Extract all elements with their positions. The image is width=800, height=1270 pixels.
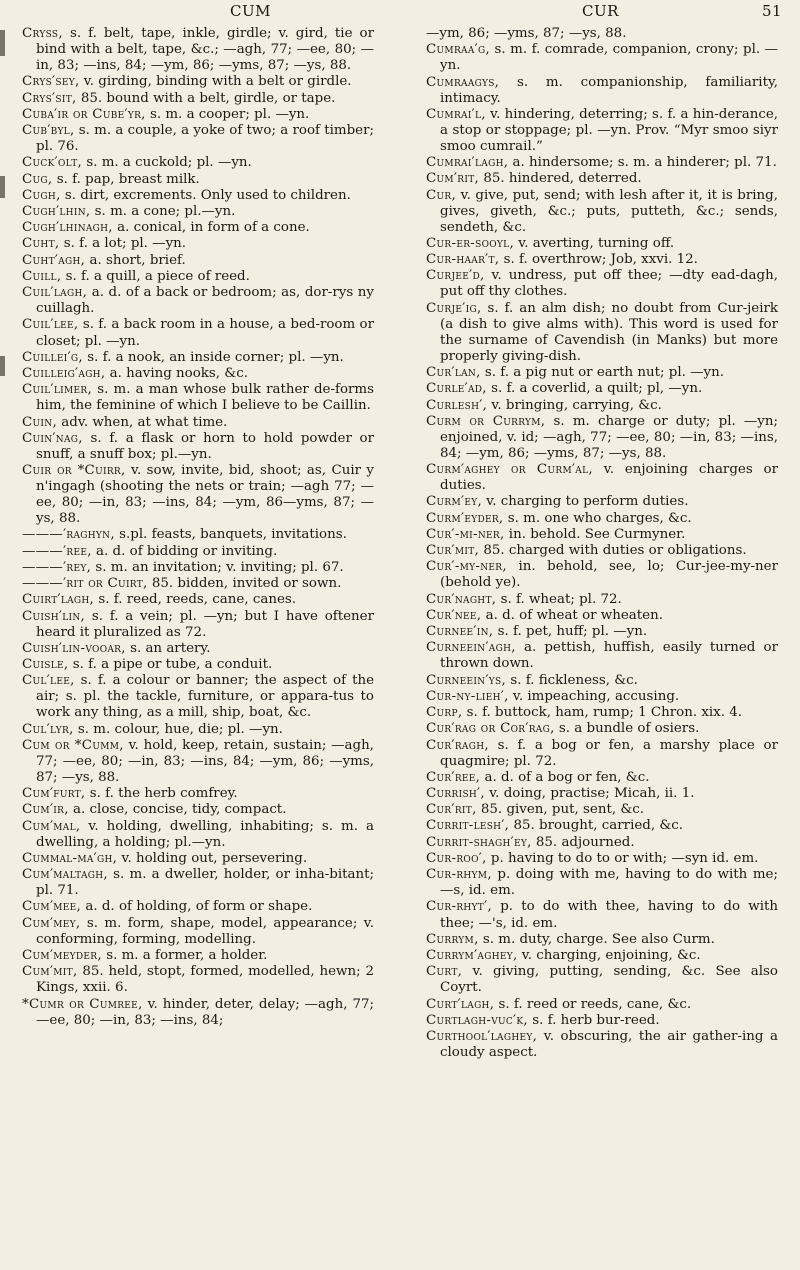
entry-headword: Cur′rag or Cor′rag, [426,721,555,737]
entry-definition: s. dirt, excrements. Only used to children. [60,187,351,203]
entry-definition: 85. hindered, deterred. [479,171,642,187]
entry-definition: s. m. a cone; pl.—yn. [90,204,236,220]
entry-headword: Cuin, [22,414,58,430]
entry-definition: s. f. a lot; pl. —yn. [59,236,187,252]
entry-headword: ———′ree, [22,543,92,559]
dictionary-entry [22,609,374,641]
page-edge-mark [0,356,5,376]
entry-headword: Curle′ad, [426,381,487,397]
entry-headword: Cur′ragh, [426,737,489,753]
entry-definition: p. doing with me, having to do with me; —s, id. em. [440,867,778,899]
dictionary-entry [22,253,374,269]
entry-definition: v. charging, enjoining, &c. [517,947,701,963]
entry-definition: 85. adjourned. [531,834,635,850]
entry-headword: Cuht, [22,236,60,252]
entry-headword: Cuba′ir or Cube′yr, [22,106,146,122]
dictionary-entry [22,997,374,1029]
dictionary-entry [22,285,374,317]
entry-headword: Cur-rhyt′, [426,899,492,915]
entry-headword: Cum′maltagh, [22,867,108,883]
entry-headword: Cur-er-sooyl, [426,235,514,251]
running-head [0,0,800,22]
dictionary-entry [22,786,374,802]
entry-definition: 85. charged with duties or obligations. [479,543,747,559]
entry-definition: s. f. herb bur-reed. [527,1012,660,1028]
entry-headword: Currish′, [426,786,485,802]
entry-definition: s. f. fickleness, &c. [506,672,638,688]
entry-headword: Cur, [426,187,457,203]
entry-definition: a. having nooks, &c. [105,365,248,381]
dictionary-entry [22,415,374,431]
entry-headword: Cuin′nag, [22,430,83,446]
entry-definition: s. m. charge or duty; pl. —yn; enjoined, v. id; —agh, 77; —ee, 80; —in, 83; —ins, 84; —ym, 86; —yms, 87; —ys, 88. [440,413,779,461]
entry-headword: ———′rey, [22,559,92,575]
entry-definition: 85. given, put, sent, &c. [476,802,645,818]
dictionary-entry [426,155,778,171]
entry-definition: p. to do with thee, having to do with thee; —'s, id. em. [440,899,778,931]
entry-definition: v. undress, put off thee; —dty ead-dagh, put off thy clothes. [440,268,778,300]
entry-headword: Cum′mey, [22,915,81,931]
entry-definition: s. a bundle of osiers. [554,721,700,737]
entry-definition: s. m. an invitation; v. inviting; pl. 67. [91,559,344,575]
entry-headword: Cur′lan, [426,365,481,381]
entry-headword: Cuil′lagh, [22,285,88,301]
dictionary-entry [22,431,374,463]
entry-definition: a. short, brief. [85,252,186,268]
entry-headword: Cuish′lin-vooar, [22,640,126,656]
entry-definition: s. f. a coverlid, a quilt; pl, —yn. [486,381,703,397]
dictionary-entry [426,997,778,1013]
entry-headword: Crys′sit, [22,90,77,106]
entry-definition: s. f. a vein; pl. —yn; but I have oftener heard it pluralized as 72. [36,608,374,640]
dictionary-entry [22,657,374,673]
dictionary-entry [426,592,778,608]
dictionary-entry [22,463,374,527]
dictionary-entry [426,559,778,591]
dictionary-entry [426,721,778,737]
entry-headword: *Cumr or Cumree, [22,996,143,1012]
dictionary-entry [426,786,778,802]
entry-headword: Currit-shagh′ey, [426,834,532,850]
dictionary-entry [426,948,778,964]
entry-headword: Cuillei′g, [22,349,83,365]
entry-definition: s. m. form, shape, model, appearance; v. conforming, forming, modelling. [36,915,374,947]
entry-headword: Curtlagh-vuc′k, [426,1012,528,1028]
dictionary-entry [22,964,374,996]
dictionary-entry [426,608,778,624]
dictionary-entry [22,851,374,867]
entry-definition: v. give, put, send; with lesh after it, it is bring, gives, giveth, &c.; puts, putteth, &c.; sends, sendeth, &c. [440,187,778,235]
entry-definition: v. sow, invite, bid, shoot; as, Cuir y n'ingagh (shooting the nets or train; —agh 77; —ee, 80; —in, 83; —ins, 84; —ym, 86—yms, 87; —ys, 88. [36,463,374,527]
dictionary-entry [426,26,778,42]
entry-definition: s. f. a colour or banner; the aspect of the air; s. pl. the tackle, furniture, or appara-tus to work any thing, as a mill, ship, boat, &c. [36,673,374,721]
entry-definition: s. f. pet, huff; pl. —yn. [493,624,648,640]
entry-definition: a. d. of bidding or inviting. [91,543,278,559]
dictionary-entry [22,188,374,204]
dictionary-entry [426,268,778,300]
entry-definition: s. f. a pipe or tube, a conduit. [68,657,273,673]
entry-headword: Curneein′ys, [426,672,507,688]
page-edge-mark [0,30,5,56]
entry-definition: v. hindering, deterring; s. f. a hin-derance, a stop or stoppage; pl. —yn. Prov. “Myr smoo siyr smoo cumrail.” [440,106,778,154]
entry-definition: a. pettish, huffish, easily turned or thrown down. [440,640,778,672]
entry-headword: Cuilleig′agh, [22,365,106,381]
dictionary-entry [22,220,374,236]
dictionary-entry [426,188,778,236]
entry-definition: s. m. a cooper; pl. —yn. [145,106,310,122]
entry-definition: v. hold, keep, retain, sustain; —agh, 77; —ee, 80; —in, 83; —ins, 84; —ym, 86; —yms, 87; —ys, 88. [36,737,374,785]
entry-definition: a. d. of a back or bedroom; as, dor-rys ny cuillagh. [36,285,374,317]
entry-definition: a. d. of holding, of form or shape. [81,899,313,915]
running-head-right: CUR [582,2,619,20]
entry-headword: Curm or Currym, [426,413,546,429]
entry-definition: adv. when, at what time. [57,414,228,430]
entry-definition: s. f. a nook, an inside corner; pl. —yn. [82,349,344,365]
entry-definition: v. holding, dwelling, inhabiting; s. m. a dwelling, a holding; pl.—yn. [36,818,374,850]
dictionary-entry [426,689,778,705]
entry-headword: Cum′mit, [22,964,78,980]
dictionary-entry [22,155,374,171]
dictionary-entry [22,26,374,74]
dictionary-entry [22,819,374,851]
page-edge-mark [0,176,5,198]
entry-definition: s. m. a man whose bulk rather de-forms him, the feminine of which I believe to be Caillin. [36,382,374,414]
dictionary-entry [22,366,374,382]
dictionary-entry [426,673,778,689]
dictionary-entry [426,398,778,414]
entry-definition: s. f. belt, tape, inkle, girdle; v. gird, tie or bind with a belt, tape, &c.; —agh, 77; —ee, 80; —in, 83; —ins, 84; —ym, 86; —yms, 87; —ys, 88. [36,26,374,74]
dictionary-entry [22,722,374,738]
entry-headword: Currym′aghey, [426,947,518,963]
entry-headword: Cul′lee, [22,673,75,689]
left-column [22,26,374,1029]
entry-headword: Cum′rit, [426,171,480,187]
entry-definition: v. enjoining charges or duties. [440,462,778,494]
entry-definition: s. m. one who charges, &c. [503,510,692,526]
entry-definition: v. doing, practise; Micah, ii. 1. [484,786,695,802]
entry-headword: Curp, [426,705,463,721]
dictionary-entry [22,350,374,366]
dictionary-entry [426,818,778,834]
entry-definition: v. impeaching, accusing. [508,688,680,704]
dictionary-entry [426,770,778,786]
dictionary-entry [22,867,374,899]
entry-definition: in. behold. See Curmyner. [504,526,686,542]
dictionary-entry [22,382,374,414]
entry-definition: a. conical, in form of a cone. [112,220,310,236]
entry-definition: a. d. of wheat or wheaten. [481,607,663,623]
dictionary-entry [22,673,374,721]
entry-definition: s. f. pap, breast milk. [52,171,200,187]
entry-headword: Cur′nee, [426,607,482,623]
dictionary-entry [22,641,374,657]
dictionary-entry [426,899,778,931]
dictionary-entry [426,236,778,252]
entry-headword: Cuil′lee, [22,317,79,333]
dictionary-entry [22,948,374,964]
entry-headword: Curlesh′, [426,397,488,413]
entry-headword: Cur-rhym, [426,867,492,883]
dictionary-entry [426,932,778,948]
entry-definition: v. bringing, carrying, &c. [487,397,662,413]
entry-definition: s. f. a pig nut or earth nut; pl. —yn. [480,365,724,381]
dictionary-entry [426,75,778,107]
entry-definition: s. m. a cuckold; pl. —yn. [82,155,252,171]
entry-headword: Cum′furt, [22,786,86,802]
dictionary-entry [426,624,778,640]
entry-definition: s. an artery. [125,640,211,656]
dictionary-entry [426,381,778,397]
entry-definition: v. giving, putting, sending, &c. See also Coyrt. [440,964,778,996]
entry-definition: s. m. companionship, familiarity, intimacy. [440,74,778,106]
entry-definition: s. f. reed, reeds, cane, canes. [94,592,297,608]
dictionary-entry [426,964,778,996]
dictionary-entry [426,365,778,381]
entry-definition: s. m. duty, charge. See also Curm. [478,931,715,947]
entry-headword: Currit-lesh′, [426,818,510,834]
entry-headword: Cum′mee, [22,899,82,915]
entry-headword: Currym, [426,931,479,947]
entry-headword: Curt′lagh, [426,996,495,1012]
dictionary-entry [22,236,374,252]
entry-headword: Cumraa′g, [426,42,491,58]
entry-definition: s. m. colour, hue, die; pl. —yn. [73,721,283,737]
entry-headword: Cum′ir, [22,802,69,818]
dictionary-entry [426,301,778,365]
entry-headword: Cuish′lin, [22,608,86,624]
dictionary-entry [426,1029,778,1061]
dictionary-entry [22,204,374,220]
entry-headword: Cuir or *Cuirr, [22,463,126,479]
entry-definition: s. f. reed or reeds, cane, &c. [494,996,692,1012]
entry-headword: Cuirt′lagh, [22,592,95,608]
entry-headword: Cuil′limer, [22,382,93,398]
entry-definition: v. obscuring, the air gather-ing a cloudy aspect. [440,1028,778,1061]
dictionary-entry [426,867,778,899]
dictionary-entry [426,705,778,721]
entry-headword: Cum′mal, [22,818,81,834]
dictionary-entry [22,172,374,188]
dictionary-entry [22,107,374,123]
entry-definition: p. having to do to or with; —syn id. em. [486,850,759,866]
right-column [426,26,778,1061]
entry-headword: Cug, [22,171,53,187]
entry-headword: Cuck′olt, [22,155,83,171]
entry-definition: a. close, concise, tidy, compact. [68,802,287,818]
entry-headword: Cur′mit, [426,543,480,559]
dictionary-entry [426,511,778,527]
entry-headword: Curthool′laghey, [426,1028,538,1044]
entry-definition: v. girding, binding with a belt or girdle. [79,74,352,90]
entry-headword: Curnee′in, [426,624,494,640]
entry-headword: Cub′byl, [22,123,75,139]
entry-definition: —ym, 86; —yms, 87; —ys, 88. [426,26,627,41]
dictionary-entry [426,527,778,543]
dictionary-entry [22,560,374,576]
entry-definition: 85. brought, carried, &c. [509,818,684,834]
entry-headword: Cum′meyder, [22,947,102,963]
entry-definition: s. m. a couple, a yoke of two; a roof timber; pl. 76. [36,123,374,155]
entry-headword: Curt, [426,964,463,980]
entry-headword: ———′rit or Cuirt, [22,576,148,592]
entry-headword: Cumrai′lagh, [426,155,509,171]
entry-headword: Cugh′lhin, [22,204,91,220]
entry-definition: s. f. overthrow; Job, xxvi. 12. [499,252,698,268]
entry-definition: a. d. of a bog or fen, &c. [480,769,650,785]
entry-definition: a. hindersome; s. m. a hinderer; pl. 71. [508,155,777,171]
entry-definition: s. m. a former, a holder. [101,947,268,963]
entry-headword: Cur-haar′t, [426,252,500,268]
entry-definition: s. m. f. comrade, companion, crony; pl. —yn. [440,42,778,74]
entry-headword: Cumrai′l, [426,106,486,122]
dictionary-entry [22,576,374,592]
dictionary-entry [426,851,778,867]
entry-definition: s. f. buttock, ham, rump; 1 Chron. xix. 4. [462,705,743,721]
entry-definition: 85. held, stopt, formed, modelled, hewn; 2 Kings, xxii. 6. [36,964,374,996]
entry-definition: s. f. an alm dish; no doubt from Cur-jeirk (a dish to give alms with). This word is used for the surname of Cavendish (in Manks) but more properly giving-dish. [440,300,778,364]
entry-headword: Cur′rit, [426,802,477,818]
dictionary-entry [426,835,778,851]
entry-definition: v. charging to perform duties. [482,494,689,510]
entry-definition: s. f. a bog or fen, a marshy place or quagmire; pl. 72. [440,737,778,769]
entry-definition: s. f. a flask or horn to hold powder or snuff, a snuff box; pl.—yn. [36,430,374,462]
entry-definition: v. averting, turning off. [514,235,675,251]
dictionary-entry [426,494,778,510]
page-number: 51 [762,2,783,20]
entry-headword: Cur′-mi-ner, [426,526,505,542]
entry-definition: s. f. a back room in a house, a bed-room or closet; pl. —yn. [36,317,374,349]
dictionary-entry [22,317,374,349]
entry-headword: Cur′ree, [426,769,481,785]
entry-headword: Cuisle, [22,657,69,673]
entry-definition: 85. bidden, invited or sown. [147,576,342,592]
entry-definition: v. holding out, persevering. [117,850,308,866]
entry-definition: s. f. the herb comfrey. [85,786,238,802]
dictionary-entry [426,738,778,770]
dictionary-entry [426,462,778,494]
entry-headword: Cur-roo′, [426,850,487,866]
entry-headword: Curje′ig, [426,300,482,316]
entry-headword: Cur-ny-lieh′, [426,688,509,704]
dictionary-entry [22,899,374,915]
dictionary-entry [426,252,778,268]
entry-headword: Cur′-my-ner, [426,559,507,575]
entry-headword: Curneein′agh, [426,640,516,656]
entry-headword: Cryss, [22,26,63,41]
entry-headword: Curm′ey, [426,494,483,510]
entry-definition: 85. bound with a belt, girdle, or tape. [76,90,336,106]
entry-headword: Cum or *Cumm, [22,737,124,753]
dictionary-entry [426,1013,778,1029]
dictionary-entry [22,592,374,608]
dictionary-entry [22,91,374,107]
entry-headword: Cumraagys, [426,74,500,90]
entry-headword: Curm′eyder, [426,510,504,526]
entry-definition: s. f. a quill, a piece of reed. [61,268,250,284]
entry-definition: s. f. wheat; pl. 72. [496,591,622,607]
dictionary-entry [22,544,374,560]
dictionary-entry [426,414,778,462]
entry-headword: ———′raghyn, [22,527,115,543]
dictionary-entry [22,527,374,543]
entry-headword: Curm′aghey or Curm′al, [426,462,593,478]
entry-definition: v. hinder, deter, delay; —agh, 77; —ee, 80; —in, 83; —ins, 84; [36,996,374,1028]
dictionary-entry [22,74,374,90]
entry-headword: Crys′sey, [22,74,80,90]
entry-headword: Cugh′lhinagh, [22,220,113,236]
dictionary-entry [22,269,374,285]
dictionary-entry [426,42,778,74]
entry-headword: Cummal-ma′gh, [22,850,118,866]
dictionary-entry [22,123,374,155]
entry-headword: Cuill, [22,268,62,284]
dictionary-entry [22,916,374,948]
dictionary-entry [426,543,778,559]
dictionary-entry [426,640,778,672]
entry-definition: s.pl. feasts, banquets, invitations. [114,527,347,543]
entry-definition: s. m. a dweller, holder, or inha-bitant; pl. 71. [36,867,374,899]
dictionary-entry [426,802,778,818]
entry-definition: in. behold, see, lo; Cur-jee-my-ner (behold ye). [440,559,778,591]
entry-headword: Cur′naght, [426,591,497,607]
dictionary-entry [426,107,778,155]
entry-headword: Curjee′d, [426,268,485,284]
entry-headword: Cul′lyr, [22,721,74,737]
dictionary-entry [426,171,778,187]
dictionary-entry [22,738,374,786]
dictionary-entry [22,802,374,818]
entry-headword: Cugh, [22,187,61,203]
running-head-left: CUM [230,2,271,20]
entry-headword: Cuht′agh, [22,252,86,268]
